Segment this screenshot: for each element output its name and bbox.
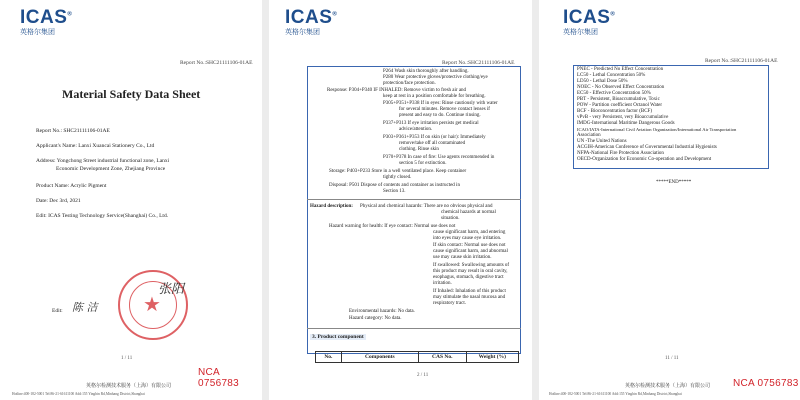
abbr-ld50: LD50 - Lethal Dose 50% — [577, 79, 628, 84]
disposal-line: Disposal: P501 Dispose of contents and container as instructed in — [329, 183, 460, 188]
hazard-line-16: respiratory tract. — [433, 301, 467, 306]
p303-line: P303+P361+P353 If on skin (or hair): Immediately — [383, 135, 486, 140]
section-3-heading: 3. Product component — [312, 334, 364, 340]
footer-contact: Hotline:400-182-5001 Tel:86-21-61611100 Add:155 Yingbin Rd,Minhang District,Shanghai — [549, 392, 682, 396]
divider — [307, 328, 521, 329]
hazard-line-12: esophagus, stomach, digestive tract — [433, 275, 504, 280]
abbr-bcf: BCF - Bioconcentration factor (BCF) — [577, 109, 652, 114]
storage-line-2: tightly closed. — [383, 175, 412, 180]
page-title: Material Safety Data Sheet — [62, 87, 201, 101]
hazard-line-11: this product may result in oral cavity, — [433, 269, 508, 274]
table-header-cas: CAS No. — [419, 352, 467, 362]
page-abbreviations — [539, 0, 800, 400]
hazard-title: Hazard description: — [310, 204, 353, 209]
hazard-line-8: cause significant harm, and abnormal — [433, 249, 508, 254]
editor: Edit: ICAS Testing Technology Service(Shanghai) Co., Ltd. — [36, 213, 169, 219]
response-line: Response: P304+P340 IF INHALED: Remove victim to fresh air and — [327, 88, 467, 93]
p337-line: P337+P313 If eye irritation persists get medical — [383, 121, 479, 126]
hazard-line-13: irritation. — [433, 281, 452, 286]
page-number: 1 / 11 — [121, 356, 133, 361]
icas-logo-cn: 英格尔集团 — [563, 28, 598, 36]
seal-star-icon: ★ — [143, 294, 161, 316]
abbr-ec50: EC50 - Effective Concentration 50% — [577, 91, 651, 96]
icas-logo: ICAS® — [563, 7, 616, 28]
environmental-hazards: Environmental hazards: No data. — [349, 309, 415, 314]
hazard-line-9: use may cause skin irritation. — [433, 255, 492, 260]
hazard-line-7: If skin contact: Normal use does not — [433, 243, 506, 248]
signature-1: 陈 洁 — [72, 301, 98, 314]
hazard-line-2: chemical hazards at normal — [441, 210, 496, 215]
abbr-icao-iata-2: Association — [577, 133, 601, 138]
p305-line-3: present and easy to do. Continue rinsing. — [399, 113, 481, 118]
icas-logo-cn: 英格尔集团 — [20, 28, 55, 36]
hazard-line-5: cause significant harm, and entering — [433, 230, 506, 235]
icas-logo: ICAS® — [20, 7, 73, 28]
hazard-line-15: may stimulate the nasal mucosa and — [433, 295, 506, 300]
hazard-category: Hazard category: No data. — [349, 316, 402, 321]
report-number: Report No.: SHC21111106-01AE — [36, 128, 110, 134]
footer-company-cn: 英格尔检测技术服务（上海）有限公司 — [625, 384, 711, 389]
abbr-pbt: PBT - Persistent, Bioaccumulative, Toxic — [577, 97, 660, 102]
hazard-line-14: If Inhaled: Inhalation of this product — [433, 289, 506, 294]
disposal-line-2: Section 13. — [383, 189, 406, 194]
abbr-pow: POW - Partition coefficient Octanol Water — [577, 103, 662, 108]
address-line-1: Address: Yongchong Street industrial functional zone, Lanxi — [36, 158, 170, 164]
hazard-line-3: situation. — [441, 216, 460, 221]
p280-line-2: protection/face protection. — [383, 81, 436, 86]
p305-line-2: for several minutes. Remove contact lenses if — [399, 107, 490, 112]
p303-line-3: clothing. Rinse skin — [399, 147, 439, 152]
p264-line: P264 Wash skin thoroughly after handling. — [383, 69, 469, 74]
table-header-components: Components — [342, 352, 419, 362]
abbr-pnec: PNEC - Predicted No Effect Concentration — [577, 67, 664, 72]
p337-line-2: advice/attention. — [399, 127, 433, 132]
table-header-weight: Weight (%) — [478, 354, 506, 360]
page-cover — [0, 0, 262, 400]
component-table — [315, 351, 519, 363]
page-number: 2 / 11 — [417, 373, 429, 378]
icas-logo: ICAS® — [285, 7, 338, 28]
signature-2: 张阳 — [158, 282, 185, 297]
abbr-acgih: ACGIH-American Conference of Governmental Industrial Hygienists — [577, 145, 717, 150]
abbr-noec: NOEC - No Observed Effect Concentration — [577, 85, 665, 90]
footer-company-cn: 英格尔检测技术服务（上海）有限公司 — [86, 384, 172, 389]
footer-contact: Hotline:400-182-5001 Tel:86-21-61611100 Add:155 Yingbin Rd,Minhang District,Shanghai — [12, 392, 145, 396]
nca-number: NCA 0756783 — [198, 367, 240, 389]
abbr-vpvb: vPvB - very Persistent, very Bioaccumulative — [577, 115, 669, 120]
applicant-name: Applicant's Name: Lanxi Xuancai Stationery Co., Ltd — [36, 143, 155, 149]
p280-line: P280 Wear protective gloves/protective clothing/eye — [383, 75, 488, 80]
table-header-no: No. — [316, 352, 342, 362]
hazard-line-4: Hazard warning for health: If eye contact: Normal use does not — [329, 224, 456, 229]
page-hazards — [269, 0, 532, 400]
divider — [307, 199, 521, 200]
abbr-oecd: OECD-Organization for Economic Co-operation and Development — [577, 157, 712, 162]
p305-line: P305+P351+P338 If in eyes: Rinse cautiously with water — [383, 101, 498, 106]
response-line-2: keep at rest in a position comfortable for breathing. — [383, 94, 486, 99]
product-name: Product Name: Acrylic Pigment — [36, 183, 107, 189]
hazard-line-10: If swallowed: Swallowing amounts of — [433, 263, 510, 268]
hazard-line-6: into eyes may cause eye irritation. — [433, 236, 502, 241]
hazard-line-1: Physical and chemical hazards: There are no obvious physical and — [360, 204, 493, 209]
address-line-2: Economic Development Zone, Zhejiang Province — [56, 166, 166, 172]
nca-number: NCA 0756783 — [733, 378, 799, 389]
report-no-header: Report No.:SHC21111106-01AE — [705, 58, 778, 64]
storage-line: Storage: P403+P233 Store in a well ventilated place. Keep container — [329, 169, 467, 174]
p370-line: P370+P378 In case of fire: Use agents recommended in — [383, 155, 495, 160]
report-no-header: Report No.:SHC21111106-01AE — [442, 60, 515, 66]
icas-logo-cn: 英格尔集团 — [285, 28, 320, 36]
end-mark: *****END***** — [656, 180, 692, 185]
page-number: 11 / 11 — [665, 356, 679, 361]
abbr-nfpa: NFPA-National Fire Protection Association — [577, 151, 664, 156]
signature-label: Edit: — [52, 308, 63, 314]
company-seal — [118, 270, 188, 340]
p370-line-2: section 5 for extinction. — [399, 161, 447, 166]
report-no-header: Report No.:SHC21111106-01AE — [180, 60, 253, 66]
abbr-icao-iata: ICAO/IATA-International Civil Aviation Organization/International Air Transportation — [577, 127, 737, 132]
report-date: Date: Dec 3rd, 2021 — [36, 198, 81, 204]
abbr-un: UN -The United Nations — [577, 139, 627, 144]
p303-line-2: remove/take off all contaminated — [399, 141, 466, 146]
abbr-lc50: LC50 - Lethal Concentration 50% — [577, 73, 646, 78]
abbr-imdg: IMDG-International Maritime Dangerous Goods — [577, 121, 675, 126]
